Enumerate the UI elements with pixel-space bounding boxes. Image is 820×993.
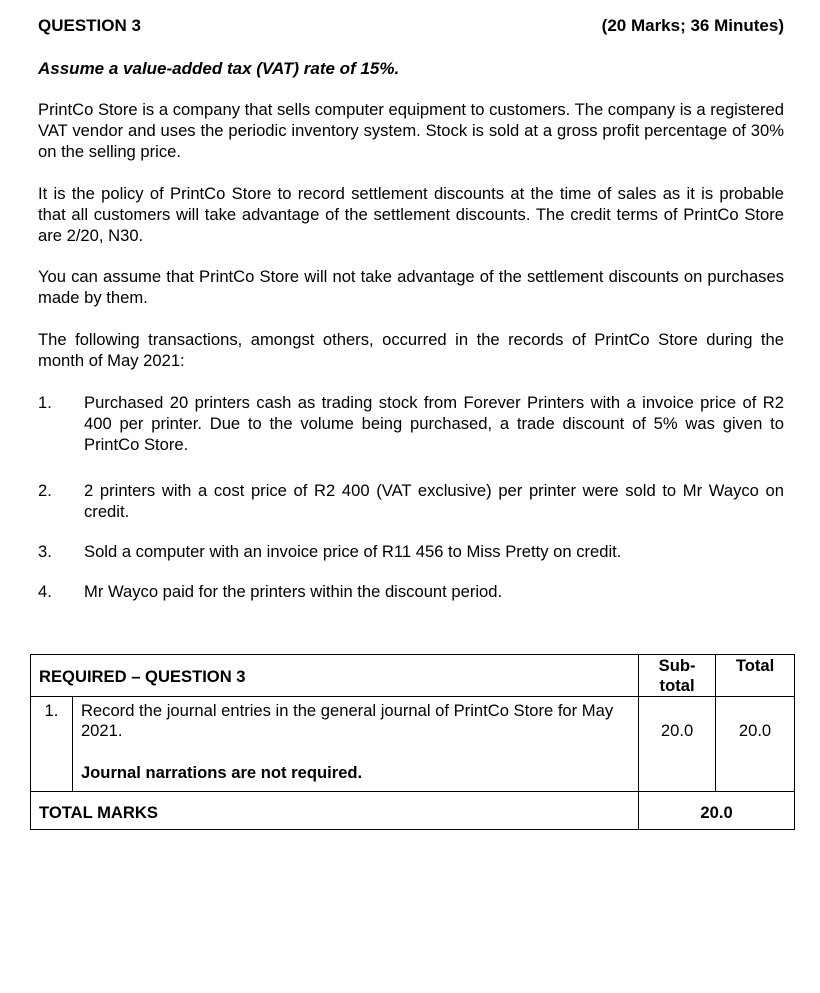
subtotal-column-header xyxy=(639,655,716,697)
required-header-row xyxy=(31,655,795,697)
transaction-text: Sold a computer with an invoice price of R11 456 to Miss Pretty on credit. xyxy=(84,542,622,561)
transaction-number: 3. xyxy=(38,542,52,561)
paragraph-discount-policy: It is the policy of PrintCo Store to record settlement discounts at the time of sales as it is probable that all customers will take advantage of the settlement discounts. The credit terms of PrintCo Store are 2/20, N30. xyxy=(38,184,784,245)
required-row-note: Journal narrations are not required. xyxy=(80,763,363,782)
paragraph-purchase-assumption: You can assume that PrintCo Store will not take advantage of the settlement discounts on purchases made by them. xyxy=(38,267,784,307)
transaction-text: Purchased 20 printers cash as trading stock from Forever Printers with a invoice price of R2 400 per printer. Due to the volume being purchased, a trade discount of 5% was given to PrintCo Store. xyxy=(84,393,784,454)
question-title: QUESTION 3 xyxy=(38,16,141,35)
subtotal-header-line2: total xyxy=(659,676,695,695)
required-row-subtotal: 20.0 xyxy=(639,697,716,792)
question-header xyxy=(38,16,784,40)
required-row xyxy=(31,697,795,792)
required-row-total: 20.0 xyxy=(716,697,795,792)
required-row-text-cell xyxy=(72,697,638,792)
transaction-text: 2 printers with a cost price of R2 400 (VAT exclusive) per printer were sold to Mr Wayco on credit. xyxy=(84,481,784,521)
transaction-number: 2. xyxy=(38,481,52,500)
total-marks-row xyxy=(31,792,795,830)
transaction-number: 1. xyxy=(38,393,52,412)
required-row-number: 1. xyxy=(31,697,73,792)
question-marks: (20 Marks; 36 Minutes) xyxy=(601,16,784,35)
paragraph-company-info: PrintCo Store is a company that sells computer equipment to customers. The company is a registered VAT vendor and uses the periodic inventory system. Stock is sold at a gross profit percentage of 30% on the selling price. xyxy=(38,100,784,161)
vat-assumption: Assume a value-added tax (VAT) rate of 15%. xyxy=(38,59,400,78)
subtotal-header-line1: Sub- xyxy=(658,656,696,675)
transaction-number: 4. xyxy=(38,582,52,601)
required-heading: REQUIRED – QUESTION 3 xyxy=(31,655,639,697)
total-column-header: Total xyxy=(716,655,795,697)
transaction-text: Mr Wayco paid for the printers within the discount period. xyxy=(84,582,503,601)
total-marks-label: TOTAL MARKS xyxy=(31,792,639,830)
required-marks-table xyxy=(30,654,795,830)
paragraph-transactions-intro: The following transactions, amongst others, occurred in the records of PrintCo Store during the month of May 2021: xyxy=(38,330,784,370)
required-row-instruction: Record the journal entries in the general journal of PrintCo Store for May 2021. xyxy=(80,701,614,740)
total-marks-value: 20.0 xyxy=(639,792,795,830)
